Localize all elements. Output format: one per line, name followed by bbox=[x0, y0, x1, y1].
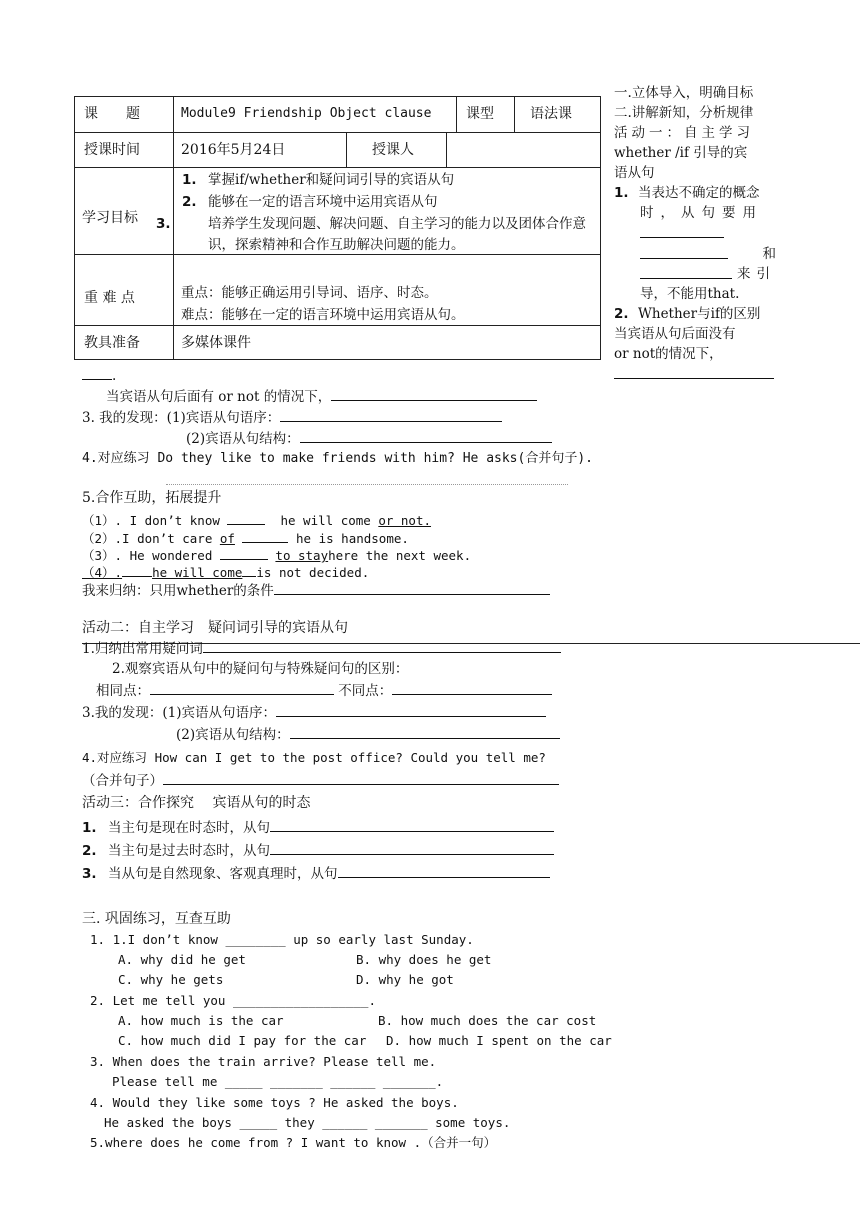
continuation-end: . bbox=[112, 368, 117, 384]
blank-line[interactable] bbox=[242, 528, 288, 543]
table-border bbox=[173, 96, 174, 360]
goal-item: 1. 掌握if/whether和疑问词引导的宾语从句 bbox=[182, 172, 455, 188]
blank-line[interactable] bbox=[614, 364, 774, 379]
key-points-label: 重 难 点 bbox=[84, 290, 135, 306]
practice-4: 4.对应练习 How can I get to the post office? Could you tell me? bbox=[82, 750, 546, 765]
tense-rule: 当主句是现在时态时，从句 bbox=[108, 820, 270, 836]
exercise-line: （1）. I don’t know he will come or not. bbox=[82, 510, 431, 531]
section-5-heading: 5.合作互助，拓展提升 bbox=[82, 490, 222, 506]
item-text: Whether与if的区别 bbox=[638, 306, 761, 322]
item-text: 导，不能用that. bbox=[640, 286, 740, 302]
activity-2-heading: 活动二：自主学习 疑问词引导的宾语从句 bbox=[82, 620, 348, 636]
diff-label: 不同点： bbox=[338, 683, 393, 699]
exercise-line: （2）.I don’t care of he is handsome. bbox=[82, 528, 409, 549]
right-column bbox=[614, 83, 782, 385]
item-text: 时，从句要用 bbox=[640, 205, 763, 221]
table-border bbox=[74, 167, 601, 168]
date-label: 授课时间 bbox=[84, 142, 140, 158]
blank-line[interactable] bbox=[640, 264, 732, 279]
activity-3-heading: 活动三：合作探究 宾语从句的时态 bbox=[82, 795, 311, 811]
step-2-heading: 二.讲解新知，分析规律 bbox=[614, 105, 754, 121]
blank-line[interactable] bbox=[270, 817, 554, 832]
materials-value: 多媒体课件 bbox=[181, 335, 251, 351]
item-text: or not的情况下， bbox=[614, 346, 723, 362]
blank-line[interactable] bbox=[270, 840, 554, 855]
type-value: 语法课 bbox=[530, 106, 572, 122]
compare-prompt: 2.观察宾语从句中的疑问句与特殊疑问句的区别： bbox=[112, 661, 409, 677]
blank-line[interactable] bbox=[227, 510, 265, 525]
exercise-answer-line: Please tell me _____ _______ ______ _______. bbox=[112, 1074, 444, 1089]
practice-4: 4.对应练习 Do they like to make friends with him? He asks(合并句子). bbox=[82, 451, 593, 466]
table-border bbox=[346, 132, 347, 167]
blank-line[interactable] bbox=[300, 428, 552, 443]
lesson-title: Module9 Friendship Object clause bbox=[181, 106, 432, 121]
exercise-question: 4. Would they like some toys ? He asked the boys. bbox=[90, 1095, 459, 1110]
exercise-answer-line: He asked the boys _____ they ______ _______ some toys. bbox=[104, 1115, 511, 1130]
answer-line bbox=[166, 484, 568, 485]
exercise-question: 3. When does the train arrive? Please tell me. bbox=[90, 1054, 437, 1069]
option: A. how much is the car bbox=[118, 1013, 284, 1028]
blank-line[interactable] bbox=[640, 223, 724, 238]
table-border bbox=[74, 96, 601, 97]
blank-line[interactable] bbox=[338, 863, 550, 878]
summary-label: 我来归纳：只用whether的条件 bbox=[82, 583, 274, 599]
table-border bbox=[74, 359, 601, 360]
item-number: 2. bbox=[614, 306, 629, 322]
option: D. why he got bbox=[356, 972, 454, 987]
option: A. why did he get bbox=[118, 952, 246, 967]
teacher-label: 授课人 bbox=[372, 142, 414, 158]
table-border bbox=[74, 325, 601, 326]
activity-1-subheading: whether /if 引导的宾 bbox=[614, 145, 748, 161]
blank-line[interactable] bbox=[290, 724, 560, 739]
finding-structure: (2)宾语从句结构： bbox=[186, 431, 300, 447]
item-text: 当表达不确定的概念 bbox=[638, 185, 760, 201]
section-3-heading: 三. 巩固练习，互查互助 bbox=[82, 911, 231, 927]
or-not-case: 当宾语从句后面有 or not 的情况下， bbox=[106, 389, 332, 405]
topic-label: 课 题 bbox=[84, 106, 140, 122]
item-number: 1. bbox=[614, 185, 629, 201]
type-label: 课型 bbox=[466, 106, 494, 122]
option: C. how much did I pay for the car bbox=[118, 1033, 367, 1048]
option: B. why does he get bbox=[356, 952, 492, 967]
lesson-info-table bbox=[74, 96, 601, 360]
table-border bbox=[456, 96, 457, 132]
step-1-heading: 一.立体导入，明确目标 bbox=[614, 85, 754, 101]
blank-line[interactable] bbox=[122, 562, 152, 577]
materials-label: 教具准备 bbox=[84, 335, 140, 351]
item-number: 1. bbox=[82, 820, 97, 836]
exercise-line: （3）. He wondered to stayhere the next week. bbox=[82, 545, 471, 566]
table-border bbox=[74, 96, 75, 360]
difficult-point: 难点：能够在一定的语言环境中运用宾语从句。 bbox=[181, 307, 465, 323]
blank-line[interactable] bbox=[331, 386, 537, 401]
blank-line[interactable] bbox=[220, 545, 268, 560]
exercise-question: 2. Let me tell you __________________. bbox=[90, 993, 376, 1008]
activity-1-heading: 活动一：自主学习 bbox=[614, 125, 754, 141]
goal-item: 3. 培养学生发现问题、解决问题、自主学习的能力以及团体合作意识，探索精神和合作互助解决问题的能力。 bbox=[156, 216, 586, 253]
goal-item: 2. 能够在一定的语言环境中运用宾语从句 bbox=[182, 194, 438, 210]
blank-line[interactable] bbox=[163, 770, 559, 785]
table-border bbox=[74, 132, 601, 133]
item-number: 2. bbox=[82, 843, 97, 859]
blank-line[interactable] bbox=[392, 680, 552, 695]
option: B. how much does the car cost bbox=[378, 1013, 597, 1028]
item-text: 来引 bbox=[737, 266, 776, 282]
lesson-date: 2016年5月24日 bbox=[181, 142, 286, 158]
blank-line[interactable] bbox=[274, 580, 550, 595]
combine-label: （合并句子） bbox=[82, 773, 163, 789]
blank-line[interactable] bbox=[82, 365, 112, 380]
finding-word-order: 3. 我的发现：(1)宾语从句语序： bbox=[82, 410, 281, 426]
blank-line[interactable] bbox=[276, 702, 546, 717]
table-border bbox=[514, 96, 515, 132]
option: C. why he gets bbox=[118, 972, 224, 987]
same-label: 相同点： bbox=[96, 683, 150, 699]
item-text: 当宾语从句后面没有 bbox=[614, 326, 736, 342]
tense-rule: 当主句是过去时态时，从句 bbox=[108, 843, 270, 859]
finding-structure: (2)宾语从句结构： bbox=[176, 727, 290, 743]
key-point: 重点：能够正确运用引导词、语序、时态。 bbox=[181, 285, 438, 301]
table-border bbox=[446, 132, 447, 167]
goals-label: 学习目标 bbox=[82, 210, 138, 226]
item-number: 3. bbox=[82, 866, 97, 882]
blank-line[interactable] bbox=[203, 638, 561, 653]
blank-line[interactable] bbox=[280, 407, 502, 422]
blank-line[interactable] bbox=[242, 562, 256, 577]
blank-line[interactable] bbox=[640, 244, 728, 259]
exercise-question: 1. 1.I don’t know ________ up so early last Sunday. bbox=[90, 932, 474, 947]
exercise-question: 5.where does he come from ? I want to know .（合并一句） bbox=[90, 1135, 497, 1150]
exercise-line: （4）. he will come is not decided. bbox=[82, 562, 369, 583]
item-text: 和 bbox=[762, 246, 776, 262]
activity-1-subheading-end: 语从句 bbox=[614, 165, 655, 181]
option: D. how much I spent on the car bbox=[386, 1033, 612, 1048]
finding-word-order: 3.我的发现：(1)宾语从句语序： bbox=[82, 705, 277, 721]
tense-rule: 当从句是自然现象、客观真理时，从句 bbox=[108, 866, 338, 882]
blank-line[interactable] bbox=[150, 680, 334, 695]
question-words-prompt: 1.归纳出常用疑问词 bbox=[82, 641, 203, 657]
